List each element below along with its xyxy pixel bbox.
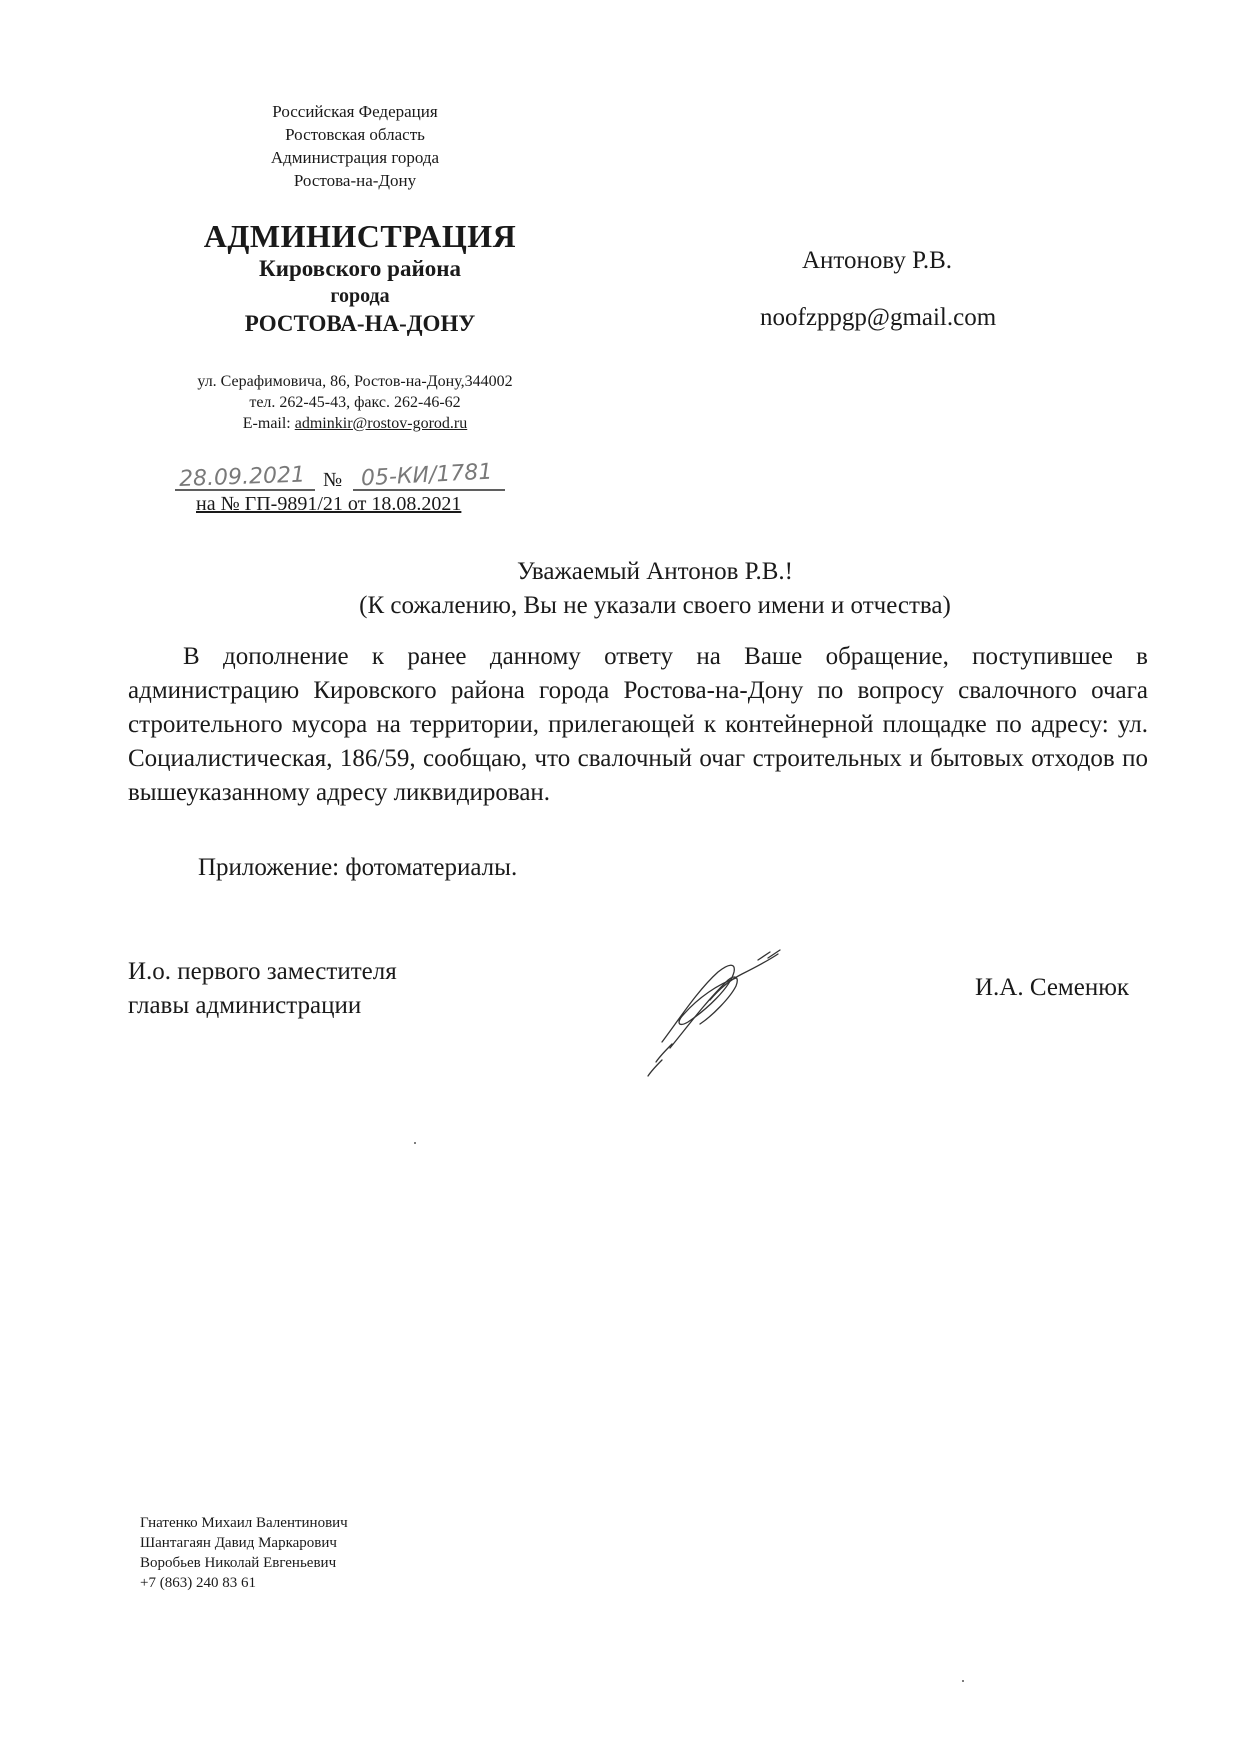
registration-handwritten [175,456,595,494]
signer-position [128,955,397,1023]
signer-position-line1: И.о. первого заместителя [128,958,397,985]
signer-position-line2: главы администрации [128,992,362,1019]
gov-line-country: Российская Федерация [272,102,438,121]
gov-line-city: Ростова-на-Дону [293,171,417,190]
organization-name [180,218,540,339]
addressee-block [760,245,1090,334]
org-phone: тел. 262-45-43, факс. 262-46-62 [249,394,461,411]
handwritten-signature [640,940,790,1080]
org-title: АДМИНИСТРАЦИЯ [203,218,517,254]
handwritten-number: 05-КИ/1781 [360,459,493,492]
handwritten-date: 28.09.2021 [178,462,306,492]
executor-line: Шантагаян Давид Маркарович [140,1535,337,1551]
org-district: Кировского района [259,256,461,281]
org-city-name: РОСТОВА-НА-ДОНУ [244,311,476,336]
org-city-word: города [330,285,390,307]
org-email-line [160,413,550,434]
incoming-reference: на № ГП-9891/21 от 18.08.2021 [196,493,462,515]
signer-name: И.А. Семенюк [975,974,1130,1001]
gov-line-city-admin: Администрация города [270,148,440,167]
scan-speck [962,1680,964,1682]
salutation-note: (К сожалению, Вы не указали своего имени и отчества) [359,592,951,619]
scan-speck [414,1142,416,1144]
addressee-name: Антонову Р.В. [802,247,953,274]
salutation-line: Уважаемый Антонов Р.В.! [517,558,793,585]
attachment-note: Приложение: фотоматериалы. [198,854,518,881]
executor-line: Воробьев Николай Евгеньевич [140,1555,337,1571]
org-address: ул. Серафимовича, 86, Ростов-на-Дону,344002 [197,373,513,390]
number-sign: № [323,469,343,491]
email-label: E-mail: [242,415,295,432]
executor-line: Гнатенко Михаил Валентинович [140,1515,348,1531]
gov-line-region: Ростовская область [285,125,425,144]
government-hierarchy [200,100,510,192]
letter-body: В дополнение к ранее данному ответу на Ваше обращение, поступившее в администрацию Кировского района города Ростова-на-Дону по вопросу свалочного очага строительного мусора на территории, прилегающей к контейнерной площадке по адресу: ул. Социалистическая, 186/59, сообщаю, что свалочный очаг строительных и бытовых отходов по вышеуказанному адресу ликвидирован. [128,643,1148,806]
salutation [240,555,1070,623]
org-contacts [160,371,550,434]
org-email-link[interactable]: adminkir@rostov-gorod.ru [294,415,468,432]
addressee-email[interactable]: noofzppgp@gmail.com [760,304,997,331]
executor-phone: +7 (863) 240 83 61 [140,1575,256,1591]
executors-block [140,1513,348,1593]
